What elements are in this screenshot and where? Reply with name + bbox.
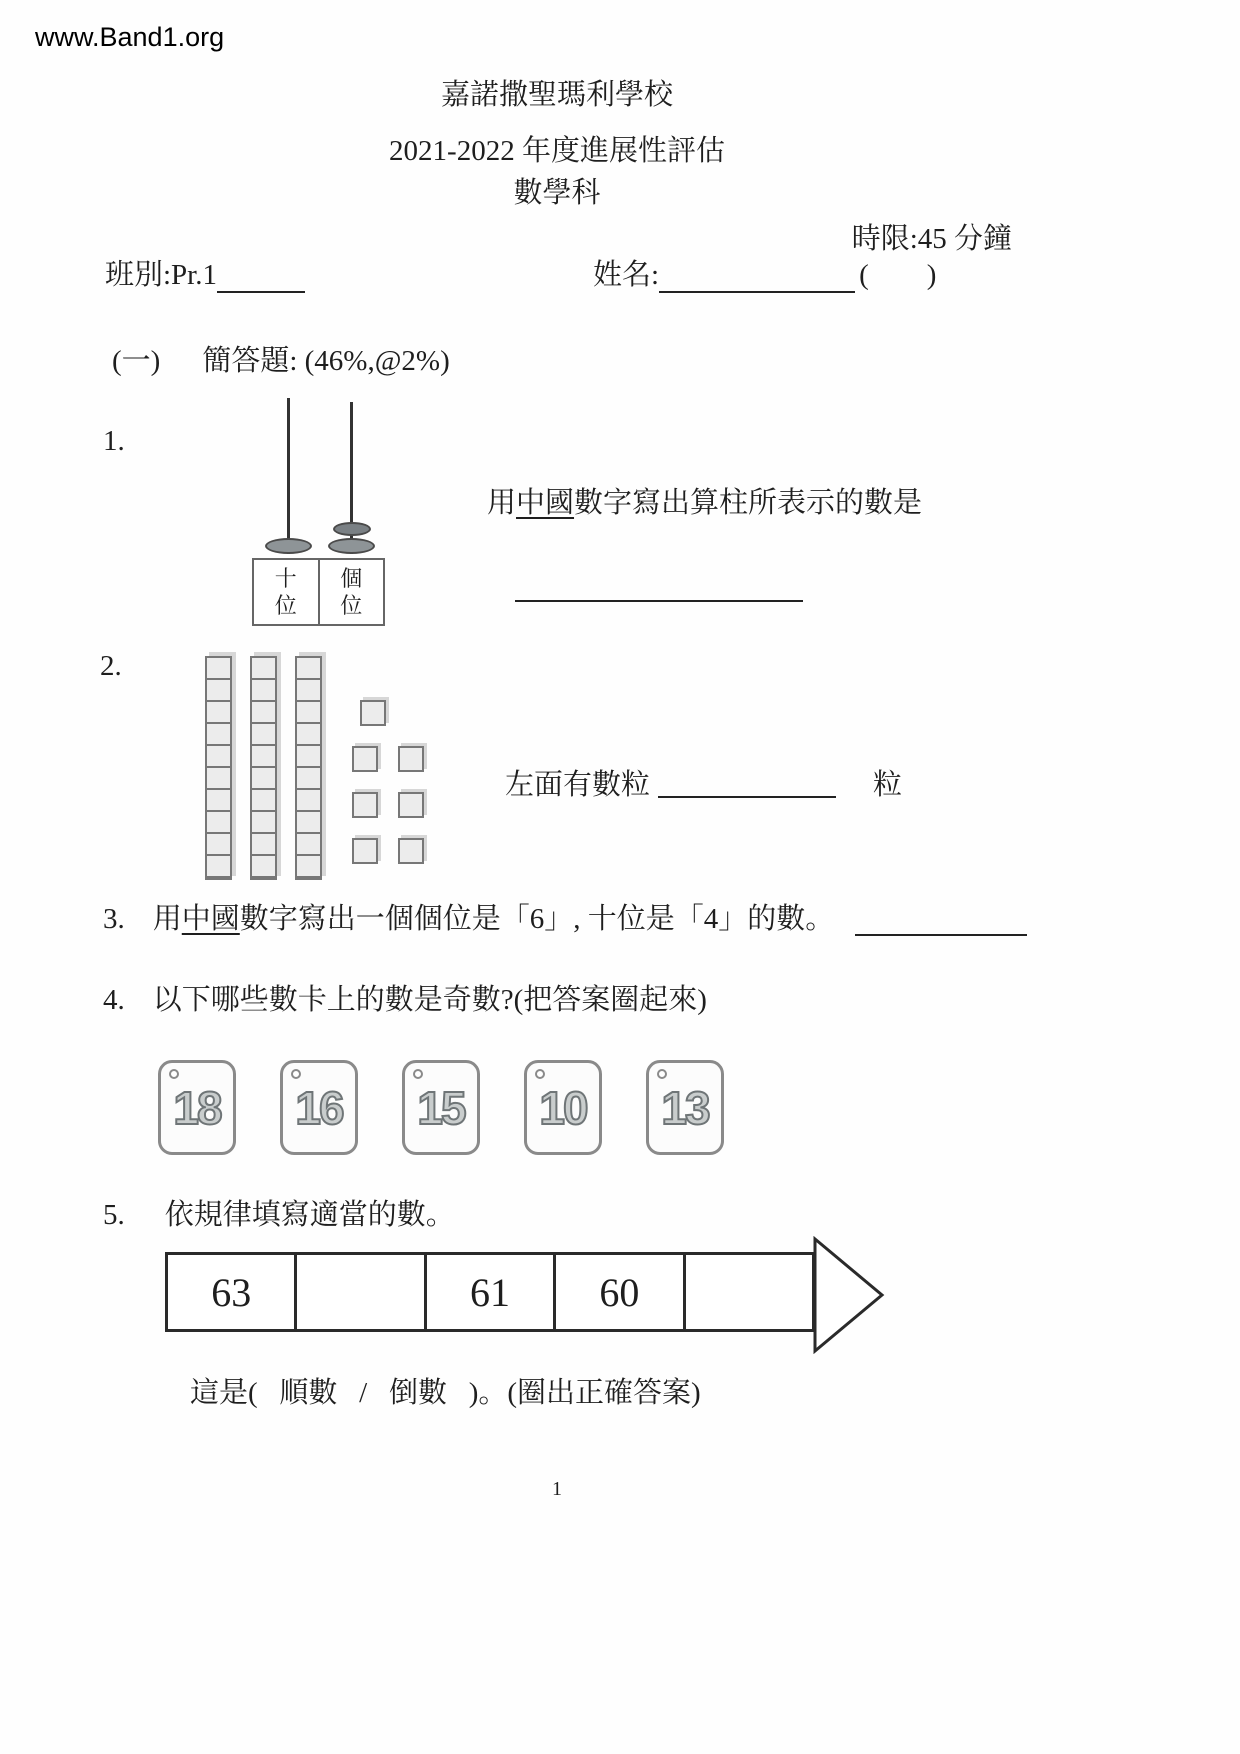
card-hole-icon xyxy=(291,1069,301,1079)
sequence-cell-blank xyxy=(686,1255,812,1329)
unit-cube xyxy=(360,700,386,726)
q5-number: 5. xyxy=(103,1199,125,1231)
q2-answer-blank xyxy=(658,760,836,798)
q3-text-pre: 用 xyxy=(152,903,182,935)
q5-footer: 這是( 順數 / 倒數 )。(圈出正確答案) xyxy=(190,1377,701,1409)
exam-title: 2021-2022 年度進展性評估 xyxy=(389,135,725,167)
unit-cube xyxy=(352,838,378,864)
sequence-cell: 63 xyxy=(168,1255,297,1329)
number-sequence-strip xyxy=(165,1252,815,1332)
q3-answer-blank xyxy=(855,900,1027,936)
ten-block-rod xyxy=(295,656,322,880)
q3-text-post: 數字寫出一個個位是「6」, 十位是「4」的數。 xyxy=(239,903,835,935)
q4-prompt: 以下哪些數卡上的數是奇數?(把答案圈起來) xyxy=(152,984,707,1016)
q4-text xyxy=(103,977,707,1018)
number-card xyxy=(280,1060,358,1155)
unit-cube xyxy=(398,838,424,864)
q1-number: 1. xyxy=(103,425,125,457)
section-title: 簡答題: (46%,@2%) xyxy=(202,345,450,377)
name-label: 姓名: xyxy=(593,259,660,291)
number-cards xyxy=(158,1060,724,1155)
unit-cube xyxy=(398,792,424,818)
card-value: 13 xyxy=(661,1081,709,1134)
ones-label-top: 個 xyxy=(340,565,363,591)
q2-unit-label: 粒 xyxy=(873,769,903,801)
unit-cube xyxy=(352,792,378,818)
abacus-bead-ones xyxy=(328,538,375,554)
q5-prompt: 依規律填寫適當的數。 xyxy=(164,1199,455,1231)
card-value: 15 xyxy=(417,1081,465,1134)
unit-cube xyxy=(398,746,424,772)
number-card xyxy=(402,1060,480,1155)
abacus-bead-ones xyxy=(333,522,371,536)
place-value-box xyxy=(252,558,385,626)
abacus-bead-tens xyxy=(265,538,312,554)
q4-number: 4. xyxy=(103,984,125,1016)
ones-label-bottom: 位 xyxy=(340,593,363,618)
abacus-rod-tens xyxy=(287,398,290,554)
name-row xyxy=(593,252,936,293)
name-blank xyxy=(659,260,855,293)
number-card xyxy=(646,1060,724,1155)
card-value: 10 xyxy=(539,1081,587,1134)
q1-prompt-pre: 用 xyxy=(487,487,517,519)
q1-prompt-post: 數字寫出算柱所表示的數是 xyxy=(574,487,923,519)
tens-label-top: 十 xyxy=(274,565,297,591)
time-limit: 時限:45 分鐘 xyxy=(851,223,1012,255)
q1-answer-blank xyxy=(515,566,803,602)
watermark-url: www.Band1.org xyxy=(35,22,225,52)
section-heading xyxy=(112,338,450,379)
tens-label-bottom: 位 xyxy=(274,593,297,618)
number-card xyxy=(524,1060,602,1155)
q1-prompt xyxy=(487,480,922,521)
class-label: 班別:Pr.1 xyxy=(105,259,217,291)
ones-place-cell xyxy=(320,560,384,624)
q3-text-underlined: 中國 xyxy=(181,903,240,935)
tens-place-cell xyxy=(254,560,320,624)
subject-title: 數學科 xyxy=(513,177,601,209)
card-hole-icon xyxy=(169,1069,179,1079)
abacus-diagram xyxy=(250,398,390,630)
sequence-cell-blank xyxy=(297,1255,426,1329)
card-hole-icon xyxy=(413,1069,423,1079)
class-blank xyxy=(217,260,305,293)
card-value: 18 xyxy=(173,1081,221,1134)
ten-block-rod xyxy=(250,656,277,880)
q5-text xyxy=(103,1192,455,1233)
card-hole-icon xyxy=(657,1069,667,1079)
number-card xyxy=(158,1060,236,1155)
sequence-cell: 60 xyxy=(556,1255,685,1329)
card-value: 16 xyxy=(295,1081,343,1134)
q2-number: 2. xyxy=(100,650,122,682)
unit-cube xyxy=(352,746,378,772)
class-row xyxy=(105,252,305,293)
section-number: (一) xyxy=(112,345,161,377)
sequence-cell: 61 xyxy=(427,1255,556,1329)
school-name: 嘉諾撒聖瑪利學校 xyxy=(440,79,673,111)
q3-text xyxy=(103,896,834,937)
q1-prompt-underlined: 中國 xyxy=(516,487,575,519)
q3-number: 3. xyxy=(103,903,125,935)
ten-block-rod xyxy=(205,656,232,880)
arrow-right-icon xyxy=(813,1236,885,1354)
card-hole-icon xyxy=(535,1069,545,1079)
name-paren: ( ) xyxy=(859,259,937,291)
page-number: 1 xyxy=(552,1478,562,1500)
q2-prompt: 左面有數粒 xyxy=(505,769,651,801)
